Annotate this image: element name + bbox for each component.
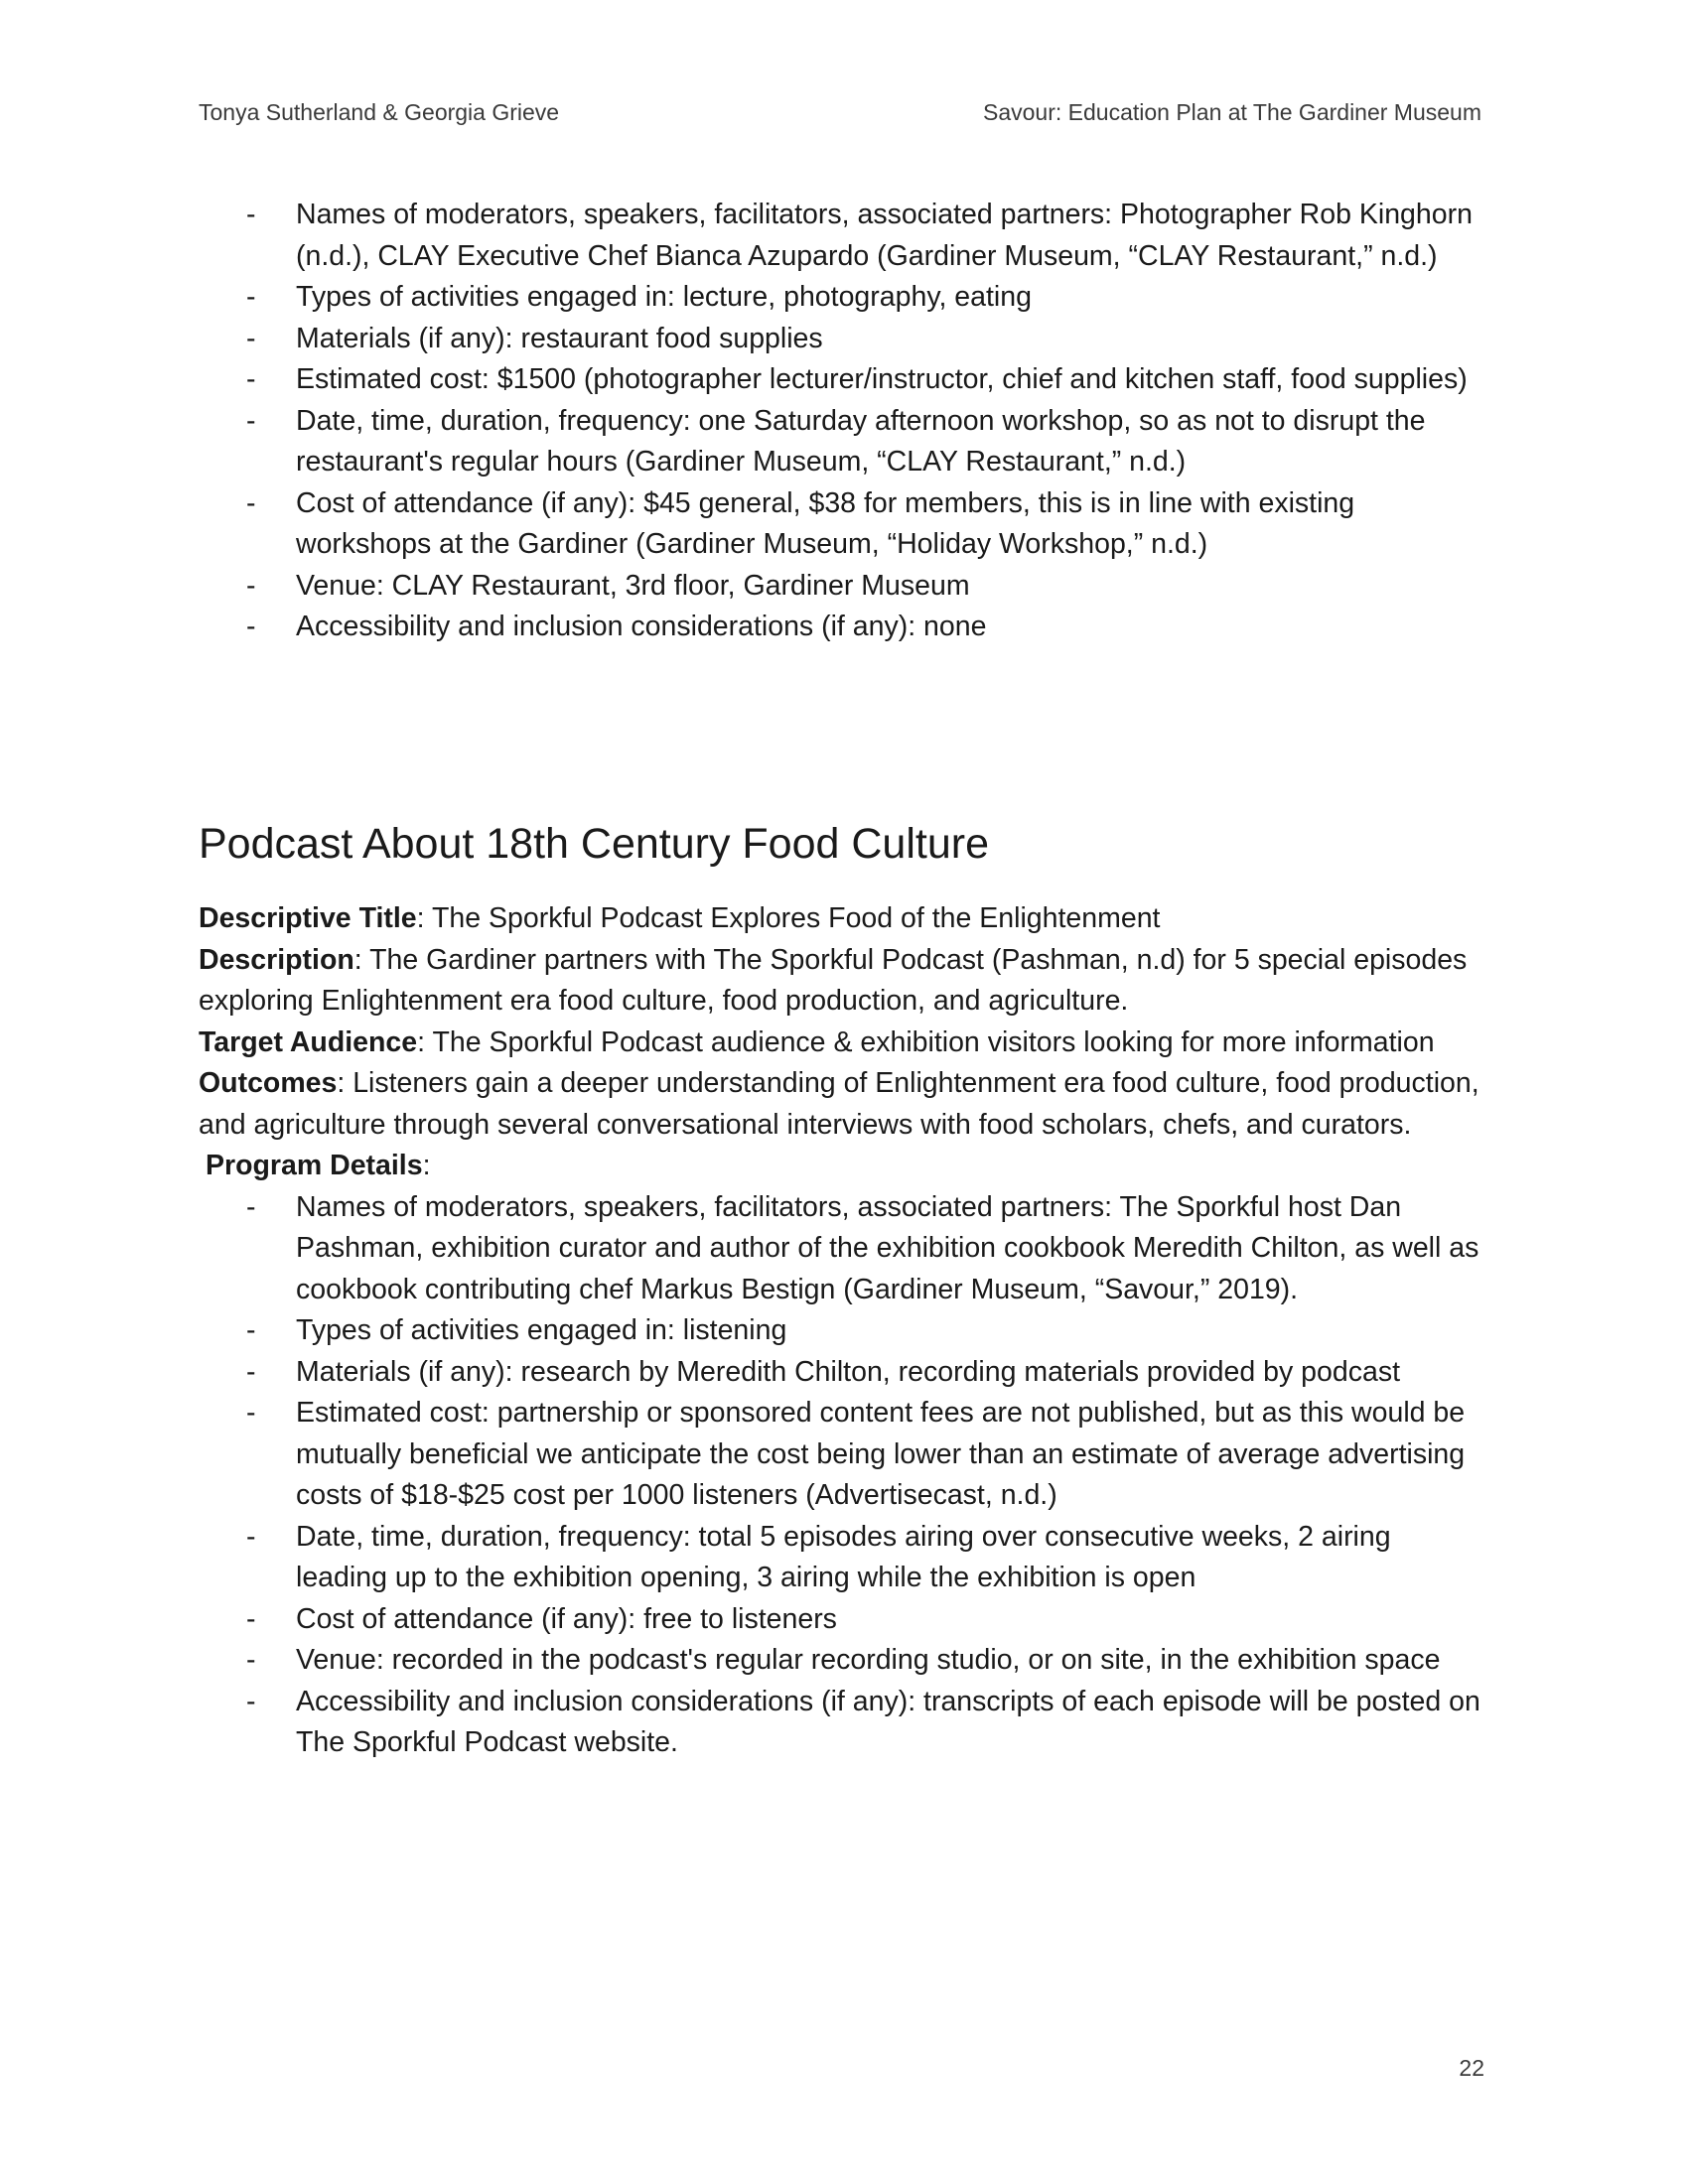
list-item: - Venue: recorded in the podcast's regular recording studio, or on site, in the exhibition space	[199, 1640, 1489, 1682]
list-item: - Names of moderators, speakers, facilitators, associated partners: The Sporkful host Dan Pashman, exhibition curator and author of the exhibition cookbook Meredith Chilton, as well as cookbook contributing chef Markus Bestign (Gardiner Museum, “Savour,” 2019).	[199, 1187, 1489, 1311]
description-paragraph	[199, 940, 1489, 1023]
description-text: : The Gardiner partners with The Sporkful Podcast (Pashman, n.d) for 5 special episodes exploring Enlightenment era food culture, food production, and agriculture.	[199, 943, 1468, 1017]
list-item: - Accessibility and inclusion considerations (if any): transcripts of each episode will be posted on The Sporkful Podcast website.	[199, 1682, 1489, 1764]
section-heading: Podcast About 18th Century Food Culture	[199, 820, 989, 868]
program-details-heading	[199, 1146, 1489, 1187]
list-item: - Materials (if any): research by Meredith Chilton, recording materials provided by podcast	[199, 1352, 1489, 1394]
header-document-title: Savour: Education Plan at The Gardiner Museum	[982, 99, 1481, 125]
descriptive-title-paragraph	[199, 898, 1489, 940]
list-item: - Venue: CLAY Restaurant, 3rd floor, Gardiner Museum	[199, 566, 1489, 608]
list-item: - Date, time, duration, frequency: one Saturday afternoon workshop, so as not to disrupt the restaurant's regular hours (Gardiner Museum, “CLAY Restaurant,” n.d.)	[199, 401, 1489, 483]
section-body	[199, 898, 1489, 1764]
list-item: - Estimated cost: partnership or sponsored content fees are not published, but as this would be mutually beneficial we anticipate the cost being lower than an estimate of average advertising costs of $18-$25 cost per 1000 listeners (Advertisecast, n.d.)	[199, 1393, 1489, 1517]
list-item: - Types of activities engaged in: listening	[199, 1310, 1489, 1352]
list-item: - Types of activities engaged in: lecture, photography, eating	[199, 277, 1489, 319]
descriptive-title-text: : The Sporkful Podcast Explores Food of the Enlightenment	[416, 902, 1161, 934]
list-item: - Materials (if any): restaurant food supplies	[199, 319, 1489, 360]
outcomes-label: Outcomes	[199, 1067, 338, 1099]
list-item: - Estimated cost: $1500 (photographer lecturer/instructor, chief and kitchen staff, food supplies)	[199, 359, 1489, 401]
podcast-details-list	[199, 1187, 1489, 1764]
page-number: 22	[1459, 2055, 1484, 2081]
program-details-label: Program Details	[206, 1150, 423, 1181]
workshop-details-list	[199, 195, 1489, 648]
header-authors: Tonya Sutherland & Georgia Grieve	[199, 99, 560, 125]
program-details-colon: :	[422, 1150, 431, 1181]
list-item: - Cost of attendance (if any): $45 general, $38 for members, this is in line with existing workshops at the Gardiner (Gardiner Museum, “Holiday Workshop,” n.d.)	[199, 483, 1489, 566]
description-label: Description	[199, 943, 354, 976]
descriptive-title-label: Descriptive Title	[199, 902, 417, 934]
list-item: - Cost of attendance (if any): free to listeners	[199, 1599, 1489, 1641]
outcomes-paragraph	[199, 1063, 1489, 1146]
list-item: - Accessibility and inclusion considerations (if any): none	[199, 607, 1489, 648]
target-audience-label: Target Audience	[199, 1025, 418, 1058]
target-audience-text: : The Sporkful Podcast audience & exhibition visitors looking for more information	[417, 1025, 1435, 1058]
list-item: - Date, time, duration, frequency: total 5 episodes airing over consecutive weeks, 2 airing leading up to the exhibition opening, 3 airing while the exhibition is open	[199, 1517, 1489, 1599]
target-audience-paragraph	[199, 1023, 1489, 1064]
outcomes-text: : Listeners gain a deeper understanding of Enlightenment era food culture, food production, and agriculture through several conversational interviews with food scholars, chefs, and curators.	[199, 1067, 1479, 1141]
list-item: - Names of moderators, speakers, facilitators, associated partners: Photographer Rob Kinghorn (n.d.), CLAY Executive Chef Bianca Azupardo (Gardiner Museum, “CLAY Restaurant,” n.d.)	[199, 195, 1489, 277]
